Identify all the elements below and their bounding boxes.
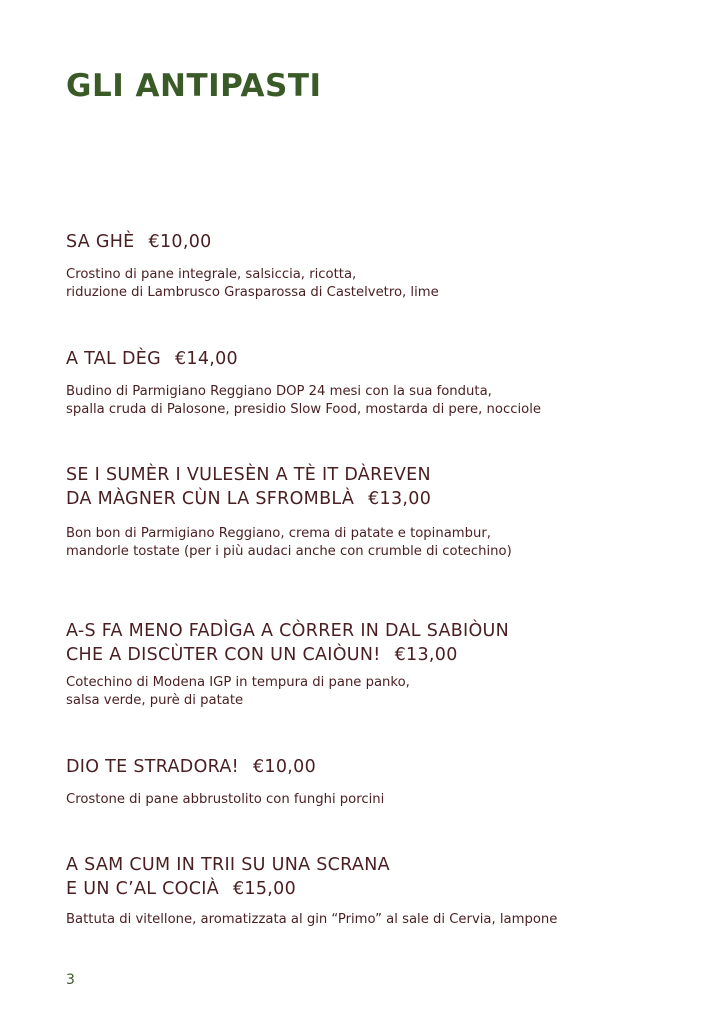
dish-description: [66, 266, 706, 302]
page-title: GLI ANTIPASTI: [66, 68, 322, 104]
dish-title: DA MÀGNER CÙN LA SFROMBLÀ: [66, 489, 355, 509]
dish-description: [66, 674, 706, 710]
menu-item: [66, 755, 706, 809]
description-line: Crostino di pane integrale, salsiccia, ricotta,: [66, 267, 357, 282]
dish-description: [66, 525, 706, 561]
dish-price: €13,00: [394, 645, 458, 665]
dish-title: CHE A DISCÙTER CON UN CAIÒUN!: [66, 645, 381, 665]
description-line: Crostone di pane abbrustolito con funghi porcini: [66, 792, 385, 807]
menu-item: [66, 230, 706, 302]
dish-name: [66, 755, 706, 779]
dish-price: €15,00: [233, 879, 297, 899]
dish-title: A SAM CUM IN TRII SU UNA SCRANA: [66, 855, 390, 875]
dish-title: A-S FA MENO FADÌGA A CÒRRER IN DAL SABIÒUN: [66, 621, 510, 641]
dish-name: [66, 347, 706, 371]
menu-item: [66, 619, 706, 710]
dish-price: €14,00: [174, 349, 238, 369]
dish-price: €10,00: [253, 757, 317, 777]
page-number: 3: [66, 972, 75, 988]
dish-title: SA GHÈ: [66, 232, 135, 252]
description-line: Battuta di vitellone, aromatizzata al gin “Primo” al sale di Cervia, lampone: [66, 912, 558, 927]
description-line: riduzione di Lambrusco Grasparossa di Castelvetro, lime: [66, 285, 439, 300]
dish-name: [66, 230, 706, 254]
dish-title: DIO TE STRADORA!: [66, 757, 239, 777]
menu-item: [66, 347, 706, 419]
description-line: spalla cruda di Palosone, presidio Slow Food, mostarda di pere, nocciole: [66, 402, 541, 417]
dish-title: A TAL DÈG: [66, 349, 161, 369]
dish-title: SE I SUMÈR I VULESÈN A TÈ IT DÀREVEN: [66, 465, 431, 485]
description-line: Budino di Parmigiano Reggiano DOP 24 mesi con la sua fonduta,: [66, 384, 492, 399]
dish-description: [66, 383, 706, 419]
description-line: Cotechino di Modena IGP in tempura di pane panko,: [66, 675, 410, 690]
dish-description: [66, 911, 706, 929]
dish-name: [66, 463, 706, 511]
menu-item: [66, 463, 706, 561]
dish-name: [66, 853, 706, 901]
dish-price: €10,00: [148, 232, 212, 252]
description-line: Bon bon di Parmigiano Reggiano, crema di patate e topinambur,: [66, 526, 491, 541]
dish-name: [66, 619, 706, 667]
dish-price: €13,00: [368, 489, 432, 509]
menu-item: [66, 853, 706, 929]
dish-description: [66, 791, 706, 809]
dish-title: E UN C’AL COCIÀ: [66, 879, 219, 899]
description-line: mandorle tostate (per i più audaci anche con crumble di cotechino): [66, 544, 512, 559]
description-line: salsa verde, purè di patate: [66, 693, 244, 708]
